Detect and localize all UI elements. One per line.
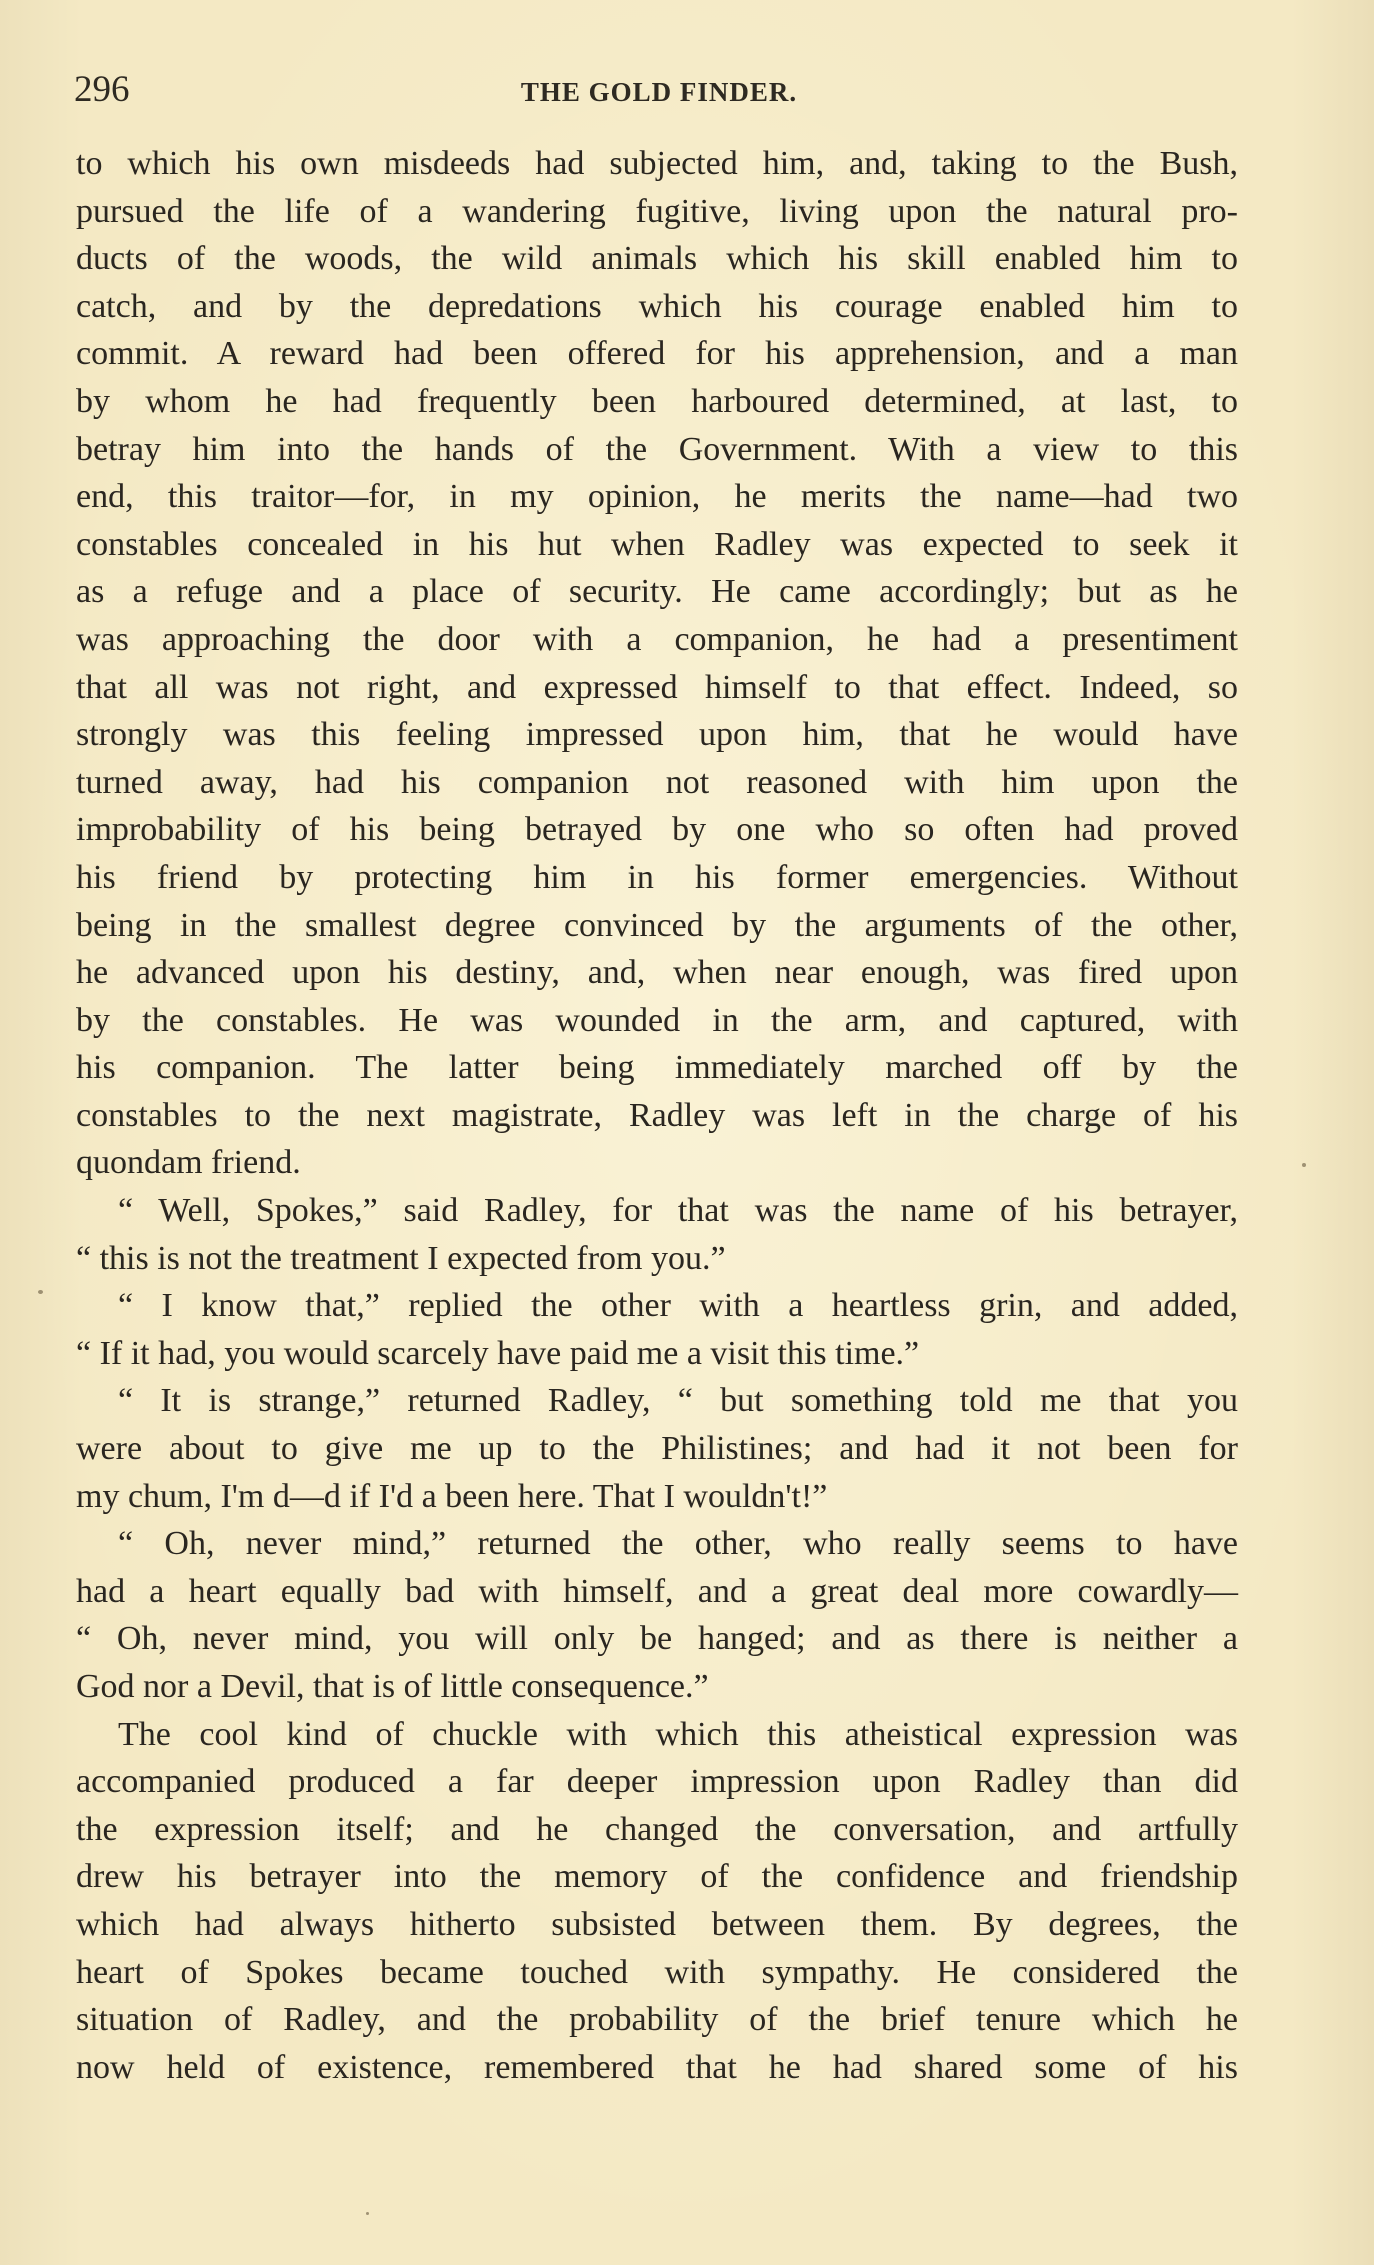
text-line: being in the smallest degree convinced by the arguments of the other,	[76, 906, 1238, 944]
text-line: drew his betrayer into the memory of the confidence and friendship	[76, 1858, 1238, 1896]
text-line: situation of Radley, and the probability of the brief tenure which he	[76, 2001, 1238, 2039]
text-line: were about to give me up to the Philistines; and had it not been for	[76, 1430, 1238, 1468]
paragraph-dialogue	[76, 1282, 1238, 1377]
text-line: the expression itself; and he changed the conversation, and artfully	[76, 1810, 1238, 1848]
paragraph-dialogue	[76, 1187, 1238, 1282]
text-line: pursued the life of a wandering fugitive, living upon the natural pro-	[76, 192, 1238, 230]
paragraph-dialogue	[76, 1520, 1238, 1710]
text-line: end, this traitor—for, in my opinion, he merits the name—had two	[76, 478, 1238, 516]
paragraph-narrative	[76, 140, 1238, 1187]
text-line: improbability of his being betrayed by one who so often had proved	[76, 811, 1238, 849]
text-line: “ Oh, never mind,” returned the other, who really seems to have	[118, 1525, 1238, 1563]
paper-speck	[366, 2212, 369, 2215]
text-line: was approaching the door with a companion, he had a presentiment	[76, 620, 1238, 658]
paper-speck	[38, 1290, 43, 1294]
text-line: The cool kind of chuckle with which this atheistical expression was	[118, 1715, 1238, 1753]
text-line: “ It is strange,” returned Radley, “ but something told me that you	[118, 1382, 1238, 1420]
text-line: heart of Spokes became touched with sympathy. He considered the	[76, 1953, 1238, 1991]
text-line: commit. A reward had been offered for his apprehension, and a man	[76, 335, 1238, 373]
text-line: now held of existence, remembered that he had shared some of his	[76, 2048, 1238, 2086]
running-head	[74, 68, 1244, 112]
text-line: turned away, had his companion not reasoned with him upon the	[76, 763, 1238, 801]
text-line: my chum, I'm d—d if I'd a been here. That I wouldn't!”	[76, 1477, 828, 1515]
text-line: “ Oh, never mind, you will only be hanged; and as there is neither a	[76, 1620, 1238, 1658]
text-line: as a refuge and a place of security. He came accordingly; but as he	[76, 573, 1238, 611]
text-line: “ If it had, you would scarcely have paid me a visit this time.”	[76, 1334, 920, 1372]
text-line: “ I know that,” replied the other with a heartless grin, and added,	[118, 1287, 1238, 1325]
text-line: “ this is not the treatment I expected from you.”	[76, 1239, 726, 1277]
page-number: 296	[74, 69, 130, 110]
text-line: had a heart equally bad with himself, and a great deal more cowardly—	[76, 1572, 1238, 1610]
text-line: ducts of the woods, the wild animals which his skill enabled him to	[76, 240, 1238, 278]
text-line: by the constables. He was wounded in the arm, and captured, with	[76, 1001, 1238, 1039]
text-line: which had always hitherto subsisted between them. By degrees, the	[76, 1905, 1238, 1943]
text-line: he advanced upon his destiny, and, when near enough, was fired upon	[76, 954, 1238, 992]
body-text	[76, 140, 1238, 2091]
text-line: that all was not right, and expressed himself to that effect. Indeed, so	[76, 668, 1238, 706]
text-line: his companion. The latter being immediately marched off by the	[76, 1049, 1238, 1087]
paper-speck	[1302, 1163, 1306, 1167]
text-line: quondam friend.	[76, 1144, 301, 1182]
text-line: constables to the next magistrate, Radley was left in the charge of his	[76, 1096, 1238, 1134]
running-title: THE GOLD FINDER.	[520, 77, 798, 107]
text-line: his friend by protecting him in his former emergencies. Without	[76, 858, 1238, 896]
text-line: constables concealed in his hut when Radley was expected to seek it	[76, 525, 1238, 563]
paragraph-narrative	[76, 1711, 1238, 2092]
text-line: accompanied produced a far deeper impression upon Radley than did	[76, 1763, 1238, 1801]
text-line: strongly was this feeling impressed upon him, that he would have	[76, 716, 1238, 754]
text-line: God nor a Devil, that is of little consequence.”	[76, 1668, 709, 1705]
paragraph-dialogue	[76, 1377, 1238, 1520]
text-line: betray him into the hands of the Government. With a view to this	[76, 430, 1238, 468]
text-line: to which his own misdeeds had subjected him, and, taking to the Bush,	[76, 145, 1238, 182]
text-line: “ Well, Spokes,” said Radley, for that was the name of his betrayer,	[118, 1192, 1238, 1230]
text-line: catch, and by the depredations which his courage enabled him to	[76, 287, 1238, 325]
text-line: by whom he had frequently been harboured determined, at last, to	[76, 382, 1238, 420]
